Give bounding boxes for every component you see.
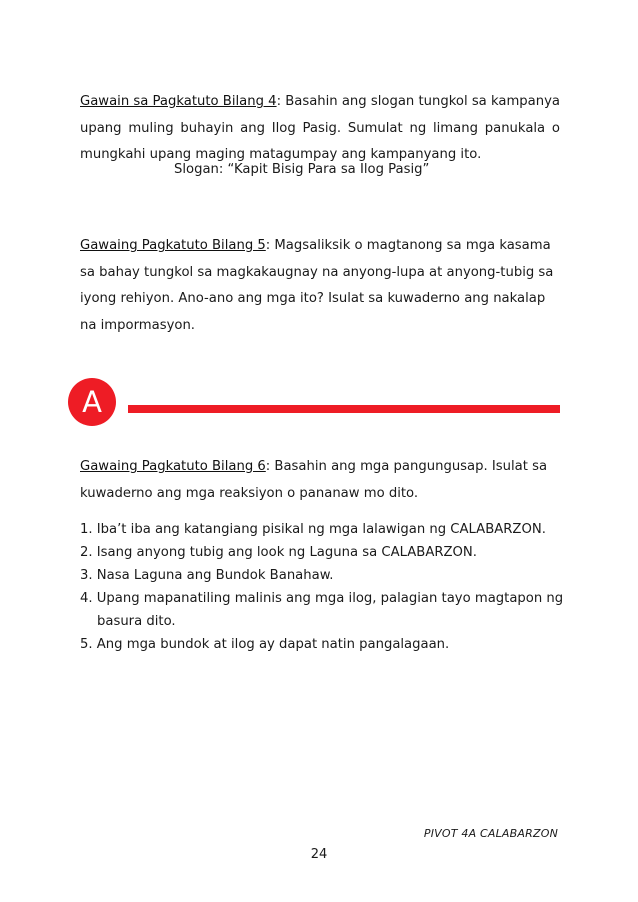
slogan: Slogan: “Kapit Bisig Para sa Ilog Pasig” xyxy=(174,162,430,177)
activity-5-text: : Magsaliksik o magtanong sa mga kasama sa bahay tungkol sa magkakaugnay na anyong-lupa at anyong-tubig sa iyong rehiyon. Ano-ano ang mga ito? Isulat sa kuwaderno ang nakalap na impormasyon. xyxy=(80,238,554,333)
activity-5-heading: Gawaing Pagkatuto Bilang 5 xyxy=(80,238,266,253)
activity-5-paragraph xyxy=(80,233,560,339)
activity-4-text: : Basahin ang slogan tungkol sa kampanya upang muling buhayin ang Ilog Pasig. Sumulat ng limang panukala o mungkahi upang maging matagumpay ang kampanyang ito. xyxy=(80,94,560,162)
activity-6-text: : Basahin ang mga pangungusap. Isulat sa kuwaderno ang mga reaksiyon o pananaw mo dito. xyxy=(80,459,548,501)
section-divider-bar xyxy=(128,405,560,413)
footer-label: PIVOT 4A CALABARZON xyxy=(423,827,558,840)
activity-6-paragraph xyxy=(80,454,560,507)
section-marker-letter: A xyxy=(82,385,102,419)
statement-item-continuation: basura dito. xyxy=(97,614,176,629)
statement-item: 1. Iba’t iba ang katangiang pisikal ng mga lalawigan ng CALABARZON. xyxy=(80,522,546,537)
page-number: 24 xyxy=(310,847,328,862)
activity-4-heading: Gawain sa Pagkatuto Bilang 4 xyxy=(80,94,277,109)
activity-4-paragraph xyxy=(80,89,560,169)
statement-item: 4. Upang mapanatiling malinis ang mga ilog, palagian tayo magtapon ng xyxy=(80,591,564,606)
activity-6-heading: Gawaing Pagkatuto Bilang 6 xyxy=(80,459,266,474)
statement-item: 3. Nasa Laguna ang Bundok Banahaw. xyxy=(80,568,334,583)
statement-list xyxy=(80,518,570,656)
section-marker xyxy=(68,378,130,426)
statement-item: 2. Isang anyong tubig ang look ng Laguna sa CALABARZON. xyxy=(80,545,477,560)
statement-item: 5. Ang mga bundok at ilog ay dapat natin pangalagaan. xyxy=(80,637,450,652)
